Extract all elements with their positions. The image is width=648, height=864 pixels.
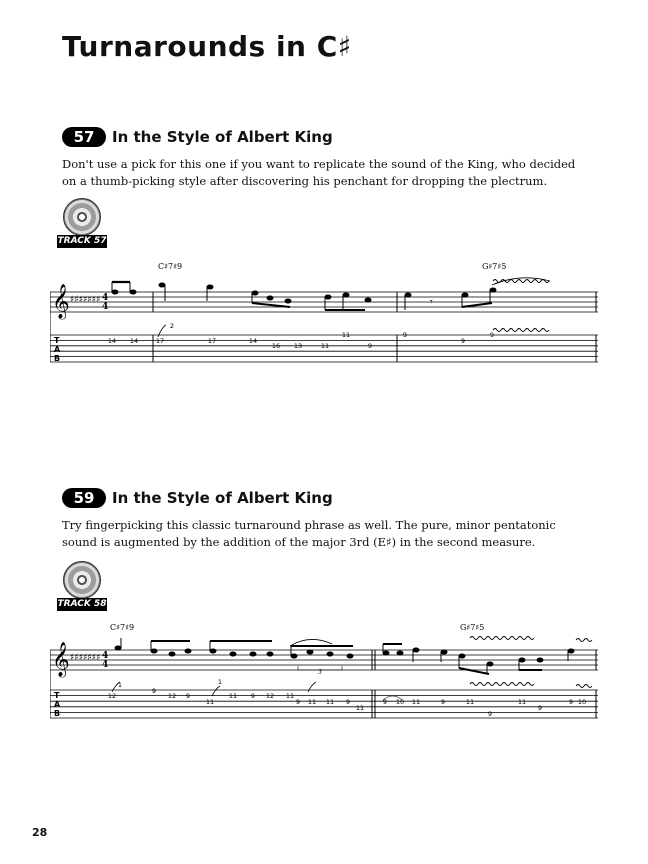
track-label: TRACK 58	[57, 599, 107, 609]
cd-icon	[63, 198, 101, 236]
track-badge[interactable]	[57, 561, 107, 613]
score-system	[50, 618, 598, 728]
page-number: 28	[32, 826, 48, 839]
tab-letter: B	[54, 354, 61, 363]
vibrato-icon	[576, 685, 592, 688]
tab-staff	[50, 690, 598, 718]
tab-fret: 9	[367, 342, 373, 350]
time-signature-icon: 4	[102, 293, 109, 303]
tab-fret: 12	[265, 692, 275, 700]
tab-letter: T	[54, 336, 60, 345]
tab-fret: 9	[382, 698, 388, 706]
chord-symbol: C♯7♯9	[158, 262, 183, 271]
treble-clef-icon: 𝄞	[52, 284, 70, 319]
bend-arrow-icon	[212, 686, 220, 696]
track-badge[interactable]	[57, 198, 107, 250]
tab-fret: 17	[207, 337, 217, 345]
section-heading	[62, 126, 333, 148]
tab-letter: A	[54, 345, 61, 354]
tab-fret: 11	[307, 698, 317, 706]
tab-fret: 17	[155, 337, 165, 345]
tab-letter: T	[54, 691, 60, 700]
tab-fret: 11	[228, 692, 238, 700]
tab-fret: 9	[151, 687, 157, 695]
tab-fret: 9	[568, 698, 574, 706]
track-label: TRACK 57	[57, 236, 107, 246]
vibrato-icon	[470, 683, 534, 686]
section-title: In the Style of Albert King	[112, 128, 333, 146]
section-description: Try fingerpicking this classic turnaround phrase as well. The pure, minor pentatonic sound is augmented by the addition of the major 3rd (E♯) in the second measure.	[62, 518, 556, 549]
vibrato-icon	[470, 637, 534, 640]
section-number-badge: 57	[62, 127, 106, 147]
time-signature-icon: 4	[102, 302, 109, 312]
bend-arrow-icon	[308, 682, 316, 692]
tuplet-number: 3	[318, 669, 322, 676]
chord-symbol: G♯7♯5	[482, 262, 507, 271]
tab-fret: 11	[465, 698, 475, 706]
section-description: Don't use a pick for this one if you want to replicate the sound of the King, who decided on a thumb-picking style after discovering his penchant for dropping the plectrum.	[62, 157, 576, 188]
tab-fret: 13	[293, 342, 303, 350]
notation-staff	[50, 650, 598, 670]
tab-fret: 12	[167, 692, 177, 700]
tab-fret: 9	[537, 704, 543, 712]
tab-fret: 9	[460, 337, 466, 345]
tab-fret: 9	[489, 331, 495, 339]
tab-fret: 10	[395, 698, 405, 706]
key-signature-icon: ♯♯♯♯♯♯♯	[70, 653, 101, 663]
vibrato-icon	[493, 329, 549, 332]
tab-letter: A	[54, 700, 61, 709]
tab-fret: 11	[355, 704, 365, 712]
chord-symbol: G♯7♯5	[460, 623, 485, 632]
time-signature-icon: 4	[102, 651, 109, 661]
rest-icon: 𝄾	[430, 297, 433, 308]
tab-clef	[54, 691, 61, 718]
tab-fret: 2	[169, 322, 175, 330]
tab-fret: 16	[271, 342, 281, 350]
tab-fret: 11	[320, 342, 330, 350]
tab-fret: 11	[285, 692, 295, 700]
chord-symbol: C♯7♯9	[110, 623, 135, 632]
tab-letter: B	[54, 709, 61, 718]
tab-fret: 11	[411, 698, 421, 706]
cd-icon	[63, 561, 101, 599]
tab-fret: 14	[107, 337, 117, 345]
tab-fret: 10	[577, 698, 587, 706]
notation-staff	[50, 292, 598, 312]
notation-notes	[112, 637, 592, 701]
tab-fret: 9	[295, 698, 301, 706]
tab-fret: 11	[325, 698, 335, 706]
tab-fret: 12	[107, 692, 117, 700]
tab-fret: 1	[217, 678, 223, 686]
tab-fret: 9	[185, 692, 191, 700]
treble-clef-icon: 𝄞	[52, 642, 70, 677]
page-title: Turnarounds in C♯	[62, 30, 352, 63]
time-signature-icon: 4	[102, 660, 109, 670]
tab-fret: 9	[250, 692, 256, 700]
vibrato-icon	[576, 639, 592, 642]
vibrato-icon	[493, 280, 549, 283]
tab-fret: 11	[517, 698, 527, 706]
tab-fret: 11	[341, 331, 351, 339]
tab-fret: 9	[345, 698, 351, 706]
section-number-badge: 59	[62, 488, 106, 508]
tab-fret: 9	[402, 331, 408, 339]
tab-fret: 14	[248, 337, 258, 345]
key-signature-icon: ♯♯♯♯♯♯♯	[70, 295, 101, 305]
score-system	[50, 255, 598, 370]
tab-fret: 11	[205, 698, 215, 706]
tab-fret: 14	[129, 337, 139, 345]
section-title: In the Style of Albert King	[112, 489, 333, 507]
tab-fret: 1	[117, 681, 123, 689]
tab-fret: 9	[487, 710, 493, 718]
section-heading	[62, 487, 333, 509]
tab-fret: 9	[440, 698, 446, 706]
